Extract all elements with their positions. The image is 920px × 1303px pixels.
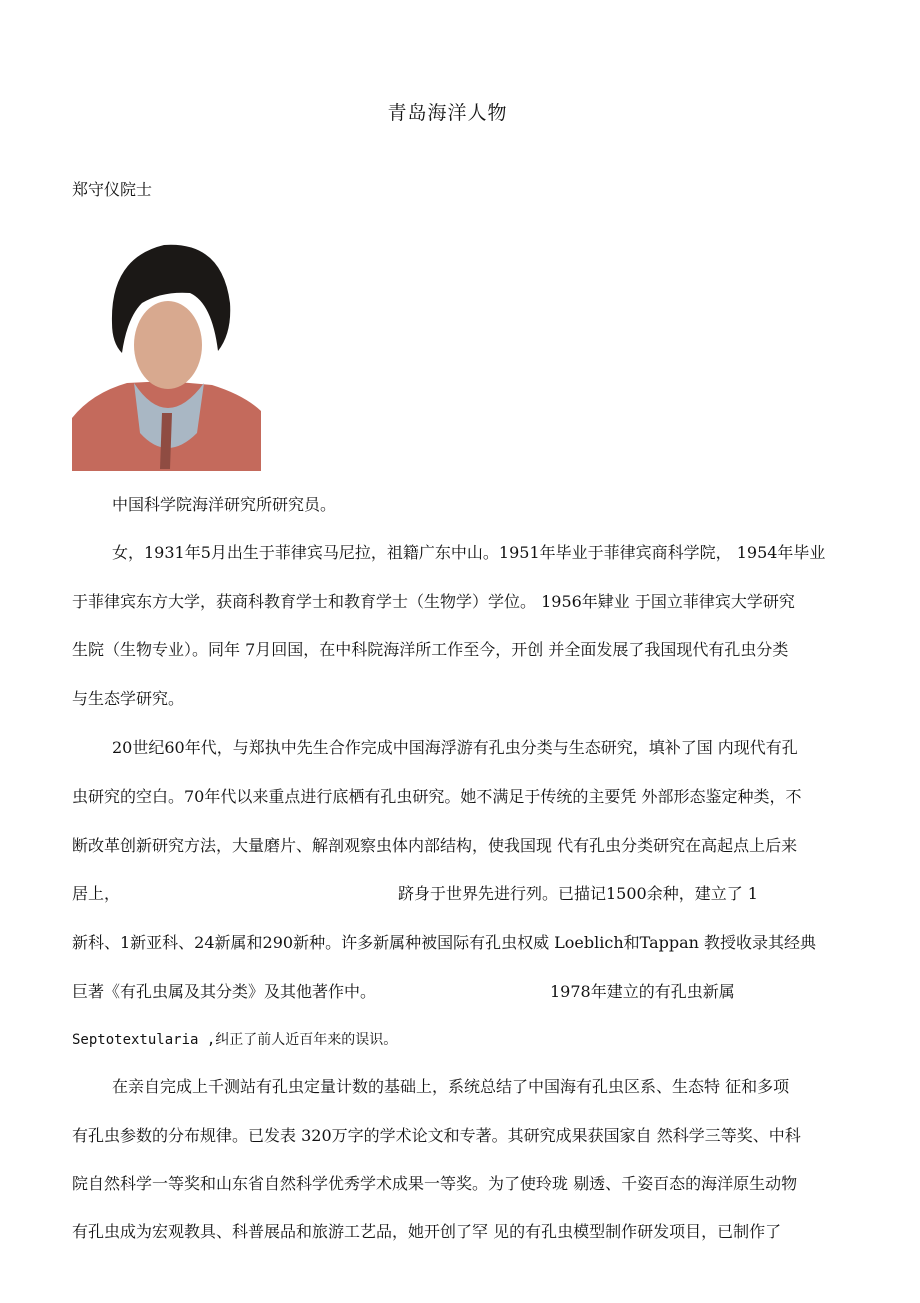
text-line: Septotextularia ,纠正了前人近百年来的误识。 bbox=[72, 1032, 398, 1048]
text-line: 20世纪60年代，与郑执中先生合作完成中国海浮游有孔虫分类与生态研究，填补了国 内现代有孔 bbox=[112, 738, 798, 757]
text-line: 于菲律宾东方大学，获商科教育学士和教育学士（生物学）学位。 1956年肄业 于国立菲律宾大学研究 bbox=[72, 592, 795, 611]
text-line: 院自然科学一等奖和山东省自然科学优秀学术成果一等奖。为了使玲珑 剔透、千姿百态的海洋原生动物 bbox=[72, 1174, 798, 1193]
text-line: 新科、1新亚科、24新属和290新种。许多新属种被国际有孔虫权威 Loeblich和Tappan 教授收录其经典 bbox=[72, 933, 817, 952]
page-title: 青岛海洋人物 bbox=[387, 102, 508, 124]
text-line: 居上， bbox=[72, 884, 121, 903]
text-line: 有孔虫成为宏观教具、科普展品和旅游工艺品，她开创了罕 见的有孔虫模型制作研发项目，已制作了 bbox=[72, 1222, 782, 1241]
text-line: 与生态学研究。 bbox=[72, 689, 185, 708]
text-line: 中国科学院海洋研究所研究员。 bbox=[112, 495, 337, 514]
text-line: 在亲自完成上千测站有孔虫定量计数的基础上，系统总结了中国海有孔虫区系、生态特 征和多项 bbox=[112, 1077, 790, 1096]
portrait-photo bbox=[72, 233, 261, 471]
author-name: 郑守仪院士 bbox=[72, 180, 153, 199]
text-line: 跻身于世界先进行列。已描记1500余种，建立了 1 bbox=[398, 884, 758, 903]
text-line: 1978年建立的有孔虫新属 bbox=[550, 982, 735, 1001]
text-line: 断改革创新研究方法，大量磨片、解剖观察虫体内部结构，使我国现 代有孔虫分类研究在高起点上后来 bbox=[72, 836, 798, 855]
text-line: 生院（生物专业）。同年 7月回国，在中科院海洋所工作至今，开创 并全面发展了我国现代有孔虫分类 bbox=[72, 640, 789, 659]
text-line: 有孔虫参数的分布规律。已发表 320万字的学术论文和专著。其研究成果获国家自 然科学三等奖、中科 bbox=[72, 1126, 801, 1145]
text-line: 巨著《有孔虫属及其分类》及其他著作中。 bbox=[72, 982, 377, 1001]
text-line: 虫研究的空白。70年代以来重点进行底栖有孔虫研究。她不满足于传统的主要凭 外部形态鉴定种类，不 bbox=[72, 787, 802, 806]
text-line: 女，1931年5月出生于菲律宾马尼拉，祖籍广东中山。1951年毕业于菲律宾商科学院， 1954年毕业 bbox=[112, 543, 826, 562]
